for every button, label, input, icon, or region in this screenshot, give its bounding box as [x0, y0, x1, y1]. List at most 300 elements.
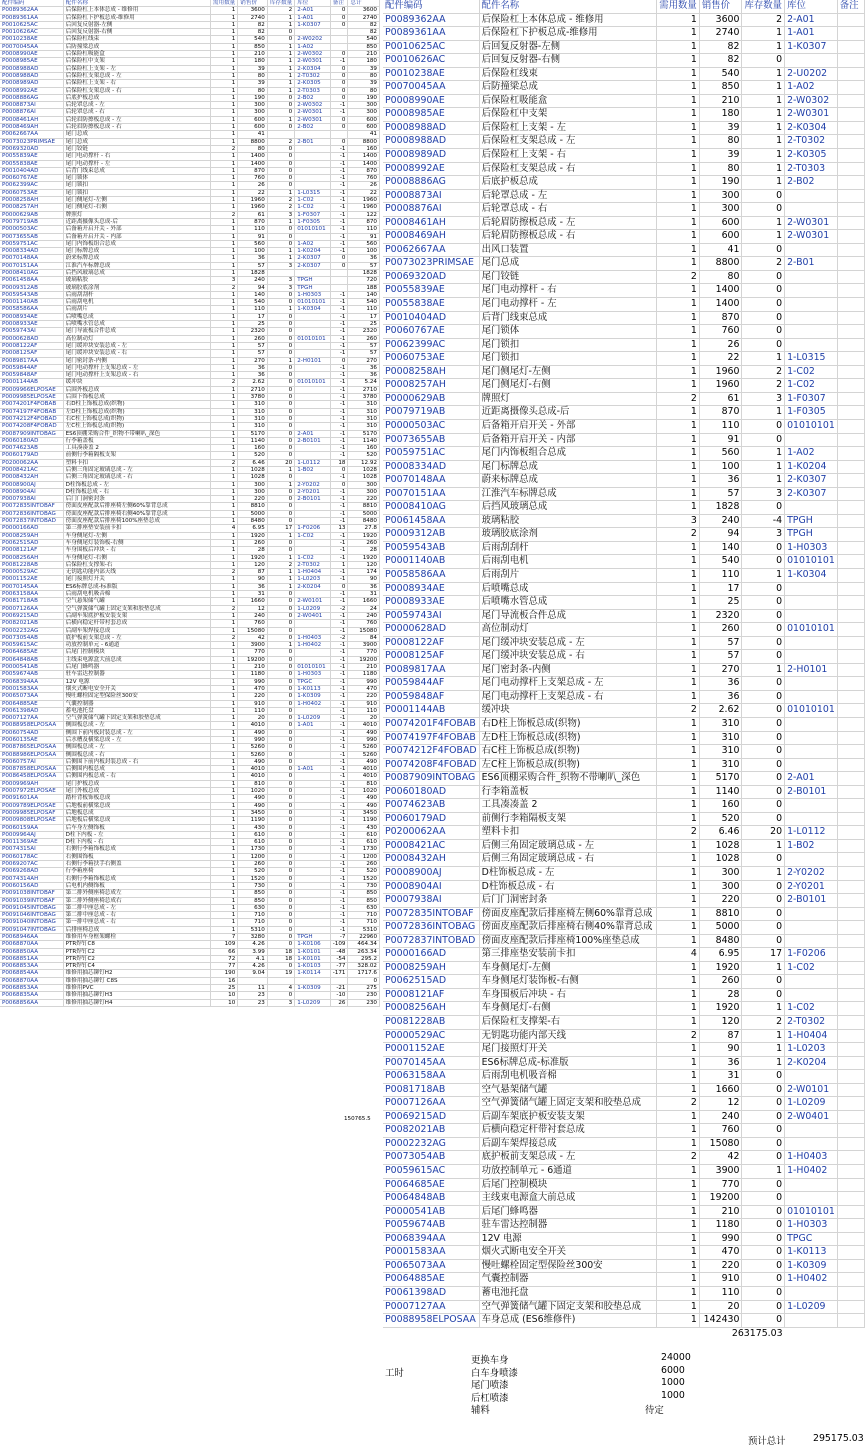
- table-row: [383, 1205, 865, 1219]
- part-code-cell: P0073655AB: [383, 433, 479, 447]
- total-cell: 1960: [348, 204, 380, 211]
- note-cell: 0: [330, 583, 348, 590]
- part-name-cell: 后轮眉防擦板总成 - 右: [63, 124, 210, 131]
- table-row: [0, 7, 380, 14]
- price-cell: 100: [238, 248, 268, 255]
- location-cell: [295, 408, 331, 415]
- total-cell: 310: [348, 401, 380, 408]
- note-cell: [837, 568, 864, 582]
- part-code-cell: P0091039INTOBAF: [0, 897, 63, 904]
- part-code-cell: P0060754AD: [0, 729, 63, 736]
- qty-cell: 2: [657, 826, 700, 840]
- total-cell: 260: [348, 335, 380, 342]
- part-code-cell: P0000503AC: [0, 226, 63, 233]
- price-cell: 1920: [699, 1002, 742, 1016]
- part-name-cell: 尾门密封条-内侧: [63, 357, 210, 364]
- qty-cell: 1: [210, 481, 237, 488]
- part-name-cell: 后雨刮刮杆: [63, 291, 210, 298]
- note-cell: [837, 1029, 864, 1043]
- part-code-cell: P0089817AA: [383, 663, 479, 677]
- stock-cell: 0: [267, 868, 294, 875]
- qty-cell: 1: [657, 1110, 700, 1124]
- table-row: [0, 262, 380, 269]
- note-cell: [837, 243, 864, 257]
- qty-cell: 1: [210, 561, 237, 568]
- qty-cell: 1: [210, 452, 237, 459]
- part-code-cell: P0062515AD: [383, 975, 479, 989]
- qty-cell: 1: [657, 853, 700, 867]
- qty-cell: 1: [210, 795, 237, 802]
- part-code-cell: P0089361AA: [0, 14, 63, 21]
- qty-cell: 2: [210, 634, 237, 641]
- stock-cell: 0: [267, 890, 294, 897]
- total-cell: 490: [348, 729, 380, 736]
- note-cell: [837, 690, 864, 704]
- part-code-cell: P0008988AD: [383, 121, 479, 135]
- price-cell: 80: [238, 72, 268, 79]
- qty-cell: 1: [657, 162, 700, 176]
- note-cell: [837, 94, 864, 108]
- table-row: [0, 14, 380, 21]
- part-name-cell: 蔚来标牌总成: [63, 255, 210, 262]
- part-name-cell: 后地板后横梁总成: [63, 817, 210, 824]
- price-cell: 220: [699, 1259, 742, 1273]
- price-cell: 210: [238, 664, 268, 671]
- stock-cell: 0: [267, 941, 294, 948]
- table-row: [0, 678, 380, 685]
- price-cell: 39: [238, 80, 268, 87]
- qty-cell: 2: [210, 211, 237, 218]
- location-cell: 1-C02: [785, 379, 838, 393]
- qty-cell: 1: [210, 729, 237, 736]
- price-cell: 5000: [699, 921, 742, 935]
- stock-cell: [267, 977, 294, 984]
- price-cell: 300: [238, 102, 268, 109]
- price-cell: 3900: [699, 1165, 742, 1179]
- stock-cell: 0: [267, 445, 294, 452]
- note-cell: [837, 81, 864, 95]
- part-code-cell: P0091038INTOBAF: [0, 890, 63, 897]
- table-row: [383, 1259, 865, 1273]
- note-cell: -1: [330, 372, 348, 379]
- location-cell: [295, 809, 331, 816]
- part-code-cell: P0081228AB: [0, 561, 63, 568]
- qty-cell: 1: [657, 40, 700, 54]
- table-row: [383, 352, 865, 366]
- part-name-cell: 尾门电动撑杆 - 右: [63, 153, 210, 160]
- price-cell: 2710: [238, 386, 268, 393]
- note-cell: -1: [330, 554, 348, 561]
- part-name-cell: ES6标牌总成-标准版: [479, 1056, 657, 1070]
- part-name-cell: 后挡风玻璃总成: [63, 269, 210, 276]
- qty-cell: 7: [210, 934, 237, 941]
- part-code-cell: P0008873AI: [383, 189, 479, 203]
- qty-cell: 1: [657, 772, 700, 786]
- stock-cell: 0: [742, 1246, 785, 1260]
- total-cell: 8810: [348, 503, 380, 510]
- price-cell: 1960: [699, 379, 742, 393]
- qty-cell: 1: [657, 447, 700, 461]
- location-cell: 1-C02: [295, 197, 331, 204]
- part-code-cell: P0088986ELPOSAA: [0, 751, 63, 758]
- part-name-cell: 空气弹簧储气罐下固定支架和胶垫总成: [479, 1300, 657, 1314]
- price-cell: 180: [238, 58, 268, 65]
- qty-cell: 2: [210, 284, 237, 291]
- note-cell: 0: [330, 87, 348, 94]
- part-name-cell: 缓冲块: [479, 704, 657, 718]
- note-cell: [837, 1056, 864, 1070]
- total-cell: 57: [348, 350, 380, 357]
- part-code-cell: P0074201F4FOBAB: [0, 401, 63, 408]
- table-row: [0, 970, 380, 977]
- estimate-label: 预计总计: [748, 1436, 786, 1447]
- part-code-cell: P0065073AA: [383, 1259, 479, 1273]
- qty-cell: 1: [657, 799, 700, 813]
- stock-cell: [267, 269, 294, 276]
- location-cell: [295, 452, 331, 459]
- qty-cell: 1: [210, 715, 237, 722]
- total-cell: 2740: [348, 14, 380, 21]
- table-row: [383, 975, 865, 989]
- location-cell: [785, 501, 838, 515]
- qty-cell: 1: [210, 167, 237, 174]
- part-name-cell: 底护板前支架总成 - 左: [63, 634, 210, 641]
- price-cell: 110: [238, 226, 268, 233]
- note-cell: -1: [330, 664, 348, 671]
- location-cell: 2-T0302: [785, 135, 838, 149]
- part-code-cell: P0000629AB: [383, 392, 479, 406]
- table-row: [0, 379, 380, 386]
- price-cell: 3780: [238, 394, 268, 401]
- table-row: [0, 948, 380, 955]
- qty-cell: 1: [657, 379, 700, 393]
- part-code-cell: P0000503AC: [383, 419, 479, 433]
- table-row: [0, 255, 380, 262]
- table-row: [0, 890, 380, 897]
- qty-cell: 1: [657, 230, 700, 244]
- part-code-cell: P0059543AB: [383, 541, 479, 555]
- part-code-cell: P0068853AA: [0, 963, 63, 970]
- part-name-cell: 尾门电动撑杆上支架总成 - 右: [479, 690, 657, 704]
- total-cell: 120: [348, 561, 380, 568]
- location-cell: 1-K0114: [295, 970, 331, 977]
- stock-cell: 1: [267, 554, 294, 561]
- price-cell: 4.26: [238, 963, 268, 970]
- note-cell: -1: [330, 897, 348, 904]
- location-cell: [785, 582, 838, 596]
- location-cell: [295, 167, 331, 174]
- stock-cell: 0: [742, 325, 785, 339]
- part-name-cell: 气囊控制器: [479, 1273, 657, 1287]
- qty-cell: 1: [210, 36, 237, 43]
- note-cell: [837, 853, 864, 867]
- stock-cell: 0: [742, 501, 785, 515]
- part-code-cell: P0059615AC: [0, 642, 63, 649]
- part-code-cell: P0059844AF: [0, 364, 63, 371]
- part-code-cell: P0007938AI: [383, 894, 479, 908]
- part-name-cell: 后备箱开启开关 - 外部: [479, 419, 657, 433]
- price-cell: 8800: [238, 138, 268, 145]
- total-cell: 470: [348, 685, 380, 692]
- stock-cell: 2: [742, 257, 785, 271]
- location-cell: 1-C02: [295, 554, 331, 561]
- note-cell: 0: [330, 7, 348, 14]
- price-cell: 300: [238, 488, 268, 495]
- part-name-cell: 后副车架底护板安装支架: [63, 612, 210, 619]
- note-cell: [837, 623, 864, 637]
- part-name-cell: 江淮汽车标牌总成: [63, 262, 210, 269]
- qty-cell: 1: [210, 802, 237, 809]
- location-cell: [785, 1178, 838, 1192]
- qty-cell: 2: [210, 569, 237, 576]
- total-cell: 1400: [348, 160, 380, 167]
- qty-cell: 66: [210, 948, 237, 955]
- stock-cell: 0: [267, 912, 294, 919]
- part-name-cell: 行李箱盖板: [479, 785, 657, 799]
- stock-cell: 0: [742, 1178, 785, 1192]
- note-cell: -1: [330, 189, 348, 196]
- price-cell: 110: [699, 419, 742, 433]
- location-cell: 2-W0401: [295, 612, 331, 619]
- qty-cell: 1: [657, 745, 700, 759]
- stock-cell: 0: [267, 882, 294, 889]
- note-cell: [837, 162, 864, 176]
- location-cell: [295, 868, 331, 875]
- price-cell: 310: [238, 408, 268, 415]
- note-cell: [837, 1286, 864, 1300]
- price-cell: 520: [699, 812, 742, 826]
- note-cell: -1: [330, 423, 348, 430]
- table-row: [383, 298, 865, 312]
- table-row: [383, 379, 865, 393]
- stock-cell: 1: [742, 961, 785, 975]
- stock-cell: 0: [742, 1124, 785, 1138]
- price-cell: 15080: [238, 627, 268, 634]
- part-code-cell: P0008886AG: [0, 94, 63, 101]
- price-cell: 870: [238, 167, 268, 174]
- stock-cell: 17: [742, 948, 785, 962]
- part-code-cell: P0082021AB: [383, 1124, 479, 1138]
- subtotal-value: 263175.03: [731, 1327, 783, 1339]
- qty-cell: 1: [210, 175, 237, 182]
- qty-cell: 1: [210, 138, 237, 145]
- table-row: [383, 460, 865, 474]
- stock-cell: 0: [267, 510, 294, 517]
- price-cell: 710: [238, 912, 268, 919]
- note-cell: [837, 392, 864, 406]
- location-cell: 2-H0101: [295, 357, 331, 364]
- note-cell: [837, 54, 864, 68]
- note-cell: -1: [330, 240, 348, 247]
- part-name-cell: PTR焊钉C4: [63, 963, 210, 970]
- location-cell: [785, 853, 838, 867]
- qty-cell: 2: [657, 528, 700, 542]
- part-name-cell: 驻车雷达控制器: [479, 1219, 657, 1233]
- location-cell: 1-C02: [785, 365, 838, 379]
- part-code-cell: P0087858ELPOSAA: [0, 766, 63, 773]
- part-name-cell: 空气弹簧储气罐下固定支架和胶垫总成: [63, 715, 210, 722]
- part-name-cell: 后副车架焊接总成: [479, 1137, 657, 1151]
- part-code-cell: P0072835INTOBAF: [383, 907, 479, 921]
- part-name-cell: 前侧行李箱隔板支架: [63, 452, 210, 459]
- part-code-cell: P0009969AH: [0, 780, 63, 787]
- part-name-cell: 空气弹簧储气罐上固定支架和胶垫总成: [63, 605, 210, 612]
- note-cell: -1: [330, 335, 348, 342]
- part-code-cell: P0055839AE: [383, 284, 479, 298]
- note-cell: -1: [330, 379, 348, 386]
- location-cell: 2-B0101: [785, 785, 838, 799]
- qty-cell: 1: [657, 1286, 700, 1300]
- note-cell: [330, 269, 348, 276]
- part-name-cell: 傍面皮座配款后排座椅100%座垫总成: [479, 934, 657, 948]
- location-cell: 1-F0305: [295, 218, 331, 225]
- stock-cell: 0: [267, 744, 294, 751]
- part-code-cell: P0081718AB: [383, 1083, 479, 1097]
- price-cell: 25: [238, 321, 268, 328]
- note-cell: [330, 277, 348, 284]
- qty-cell: 1: [657, 961, 700, 975]
- part-code-cell: P0064885AE: [0, 700, 63, 707]
- part-code-cell: P0059674AB: [383, 1219, 479, 1233]
- part-code-cell: P0000541AB: [383, 1205, 479, 1219]
- price-cell: 20: [699, 1300, 742, 1314]
- part-code-cell: P0069268AD: [0, 868, 63, 875]
- part-name-cell: 功放控制单元 - 6通道: [479, 1165, 657, 1179]
- part-name-cell: ES6顶棚采购合件_织物不带喇叭_深色: [63, 430, 210, 437]
- stock-cell: 0: [267, 788, 294, 795]
- location-cell: [785, 690, 838, 704]
- note-cell: -1: [330, 211, 348, 218]
- table-row: [0, 868, 380, 875]
- stock-cell: 0: [742, 758, 785, 772]
- part-name-cell: 后横向稳定杆带衬套总成: [63, 620, 210, 627]
- location-cell: 1-H0404: [295, 569, 331, 576]
- note-cell: [837, 717, 864, 731]
- table-row: [383, 419, 865, 433]
- total-cell: 4010: [348, 766, 380, 773]
- part-name-cell: 后保险杠下护板总成-维修用: [479, 27, 657, 41]
- table-row: [383, 826, 865, 840]
- table-row: [383, 230, 865, 244]
- part-code-cell: P0091046INTOBAG: [0, 912, 63, 919]
- qty-cell: 2: [210, 145, 237, 152]
- price-cell: 770: [238, 649, 268, 656]
- qty-cell: 1: [210, 861, 237, 868]
- part-code-cell: P0060767AE: [383, 325, 479, 339]
- price-cell: 600: [699, 230, 742, 244]
- part-name-cell: D柱饰板总成 - 左: [63, 481, 210, 488]
- table-row: [0, 204, 380, 211]
- table-row: [383, 921, 865, 935]
- stock-cell: 18: [267, 948, 294, 955]
- qty-cell: 1: [210, 510, 237, 517]
- part-code-cell: P0074314AH: [0, 875, 63, 882]
- table-row: [0, 809, 380, 816]
- location-cell: [295, 919, 331, 926]
- total-cell: 22960: [348, 934, 380, 941]
- table-row: [0, 664, 380, 671]
- location-cell: 1-H0403: [295, 634, 331, 641]
- part-code-cell: P0200062AA: [383, 826, 479, 840]
- part-name-cell: 后侧围内板总成: [63, 766, 210, 773]
- note-cell: -1: [330, 780, 348, 787]
- part-name-cell: 第二排外侧座椅总成右: [63, 897, 210, 904]
- price-cell: 87: [238, 569, 268, 576]
- qty-cell: 1: [657, 419, 700, 433]
- part-code-cell: P0068853AA: [0, 985, 63, 992]
- total-cell: 5000: [348, 510, 380, 517]
- part-code-cell: P0081718AB: [0, 598, 63, 605]
- stock-cell: 0: [267, 109, 294, 116]
- note-cell: -1: [330, 919, 348, 926]
- qty-cell: 1: [210, 364, 237, 371]
- qty-cell: 1: [657, 907, 700, 921]
- note-cell: -1: [330, 722, 348, 729]
- part-code-cell: P0059743AI: [0, 328, 63, 335]
- table-row: [0, 503, 380, 510]
- qty-cell: 1: [657, 81, 700, 95]
- note-cell: [837, 799, 864, 813]
- location-cell: [295, 992, 331, 999]
- price-cell: 15080: [699, 1137, 742, 1151]
- stock-cell: 1: [267, 583, 294, 590]
- table-row: [383, 176, 865, 190]
- location-cell: 2-K0307: [785, 487, 838, 501]
- price-cell: 61: [699, 392, 742, 406]
- note-cell: -1: [330, 204, 348, 211]
- stock-cell: 1: [267, 357, 294, 364]
- table-row: [383, 325, 865, 339]
- part-name-cell: 后电机内侧饰板: [63, 882, 210, 889]
- table-row: [0, 875, 380, 882]
- note-cell: [837, 894, 864, 908]
- total-cell: 174: [348, 569, 380, 576]
- stock-cell: 1: [267, 467, 294, 474]
- qty-cell: 1: [210, 350, 237, 357]
- price-cell: 11: [238, 985, 268, 992]
- part-name-cell: 傍面皮座配款后排座椅100%座垫总成: [63, 518, 210, 525]
- table-row: [0, 430, 380, 437]
- location-cell: 01010101: [295, 379, 331, 386]
- qty-cell: 1: [657, 717, 700, 731]
- note-cell: [837, 433, 864, 447]
- price-cell: 240: [699, 514, 742, 528]
- part-name-cell: 后喷嘴总成: [63, 313, 210, 320]
- part-name-cell: 底护板前支架总成 - 左: [479, 1151, 657, 1165]
- part-code-cell: P0008258AH: [0, 197, 63, 204]
- part-name-cell: 后水槽及横梁总成 - 左: [63, 736, 210, 743]
- part-code-cell: P0008985AE: [383, 108, 479, 122]
- price-cell: 36: [238, 583, 268, 590]
- table-row: [0, 598, 380, 605]
- stock-cell: 0: [267, 364, 294, 371]
- qty-cell: 1: [657, 352, 700, 366]
- stock-cell: 0: [267, 539, 294, 546]
- note-cell: -1: [330, 175, 348, 182]
- stock-cell: 1: [742, 149, 785, 163]
- location-cell: [785, 717, 838, 731]
- total-cell: 180: [348, 58, 380, 65]
- price-cell: 870: [238, 218, 268, 225]
- left-parts-table: [0, 0, 380, 1007]
- column-header: 库位: [785, 0, 838, 13]
- part-name-cell: 后侧三角固定玻璃总成 - 右: [63, 474, 210, 481]
- table-row: [0, 627, 380, 634]
- table-row: [383, 311, 865, 325]
- location-cell: [295, 904, 331, 911]
- part-name-cell: 后保险杠支架总成 - 右: [63, 87, 210, 94]
- column-header: 销售价: [238, 0, 268, 7]
